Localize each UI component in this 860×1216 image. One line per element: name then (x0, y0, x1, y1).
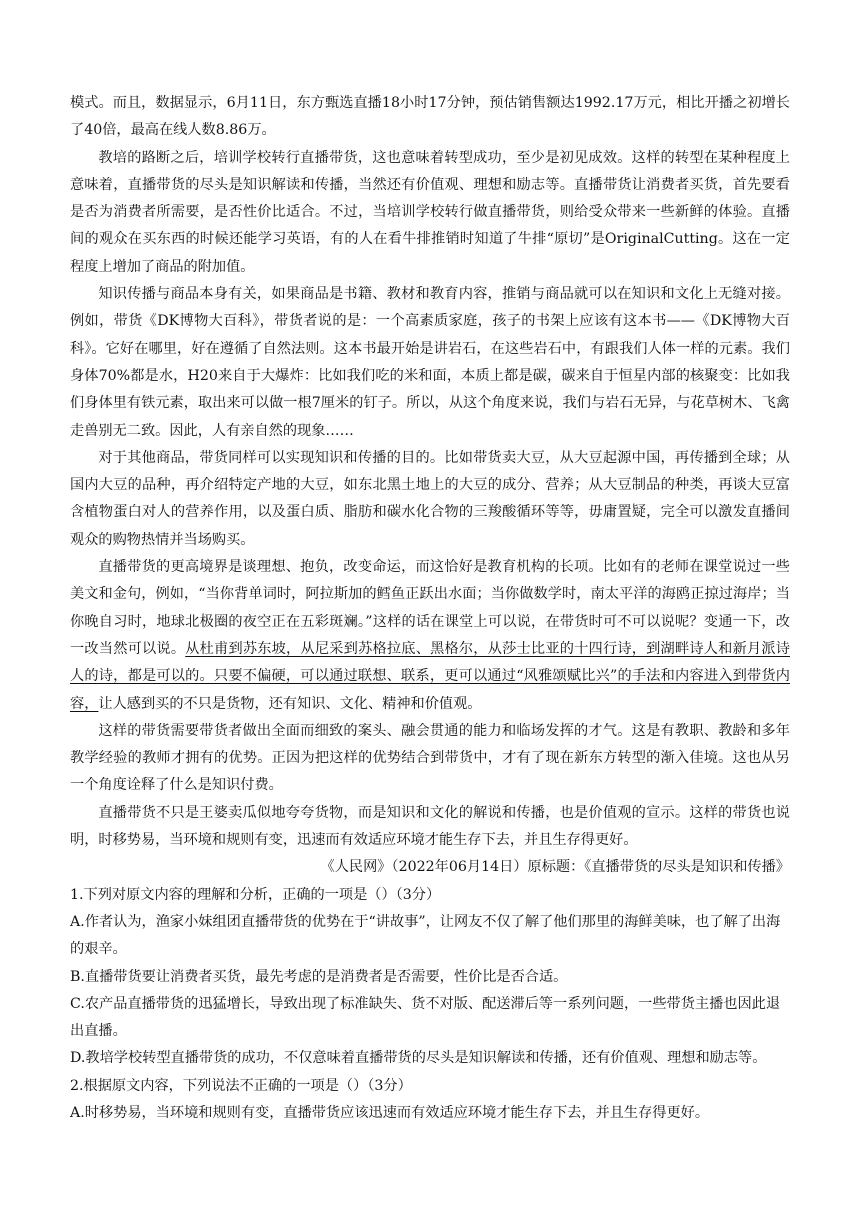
question-1-option-d: D.教培学校转型直播带货的成功，不仅意味着直播带货的尽头是知识解读和传播，还有价值观、理想和励志等。 (70, 1050, 767, 1067)
paragraph-1: 教培的路断之后，培训学校转行直播带货，这也意味着转型成功，至少是初见成效。这样的转型在某种程度上意味着，直播带货的尽头是知识解读和传播，当然还有价值观、理想和励志等。直播带货让消费者买货，首先要看是否为消费者所需要，是否性价比适合。不过，当培训学校转行做直播带货，则给受众带来一些新鲜的体验。直播间的观众在买东西的时候还能学习英语，有的人在看牛排推销时知道了牛排“原切”是OriginalCutting。这在一定程度上增加了商品的附加值。 (70, 149, 790, 275)
question-2: 2.根据原文内容，下列说法不正确的一项是（）（3分） (70, 1077, 412, 1094)
paragraph-5: 这样的带货需要带货者做出全面而细致的案头、融会贯通的能力和临场发挥的才气。这是有教职、教龄和多年教学经验的教师才拥有的优势。正因为把这样的优势结合到带货中，才有了现在新东方转型的渐入佳境。这也从另一个角度诠释了什么是知识付费。 (70, 722, 790, 794)
paragraph-2: 知识传播与商品本身有关，如果商品是书籍、教材和教育内容，推销与商品就可以在知识和文化上无缝对接。例如，带货《DK博物大百科》，带货者说的是：一个高素质家庭，孩子的书架上应该有这本书——《DK博物大百科》。它好在哪里，好在遵循了自然法则。这本书最开始是讲岩石，在这些岩石中，有跟我们人体一样的元素。我们身体70%都是水，H20来自于大爆炸：比如我们吃的米和面，本质上都是碳，碳来自于恒星内部的核聚变：比如我们身体里有铁元素，取出来可以做一根7厘米的钉子。所以，从这个角度来说，我们与岩石无异，与花草树木、飞禽走兽别无二致。因此，人有亲自然的现象…… (70, 286, 790, 439)
paragraph-3: 对于其他商品，带货同样可以实现知识和传播的目的。比如带货卖大豆，从大豆起源中国，再传播到全球；从国内大豆的品种，再介绍特定产地的大豆，如东北黑土地上的大豆的成分、营养；从大豆制品的种类，再谈大豆富含植物蛋白对人的营养作用，以及蛋白质、脂肪和碳水化合物的三羧酸循环等等，毋庸置疑，完全可以激发直播间观众的购物热情并当场购买。 (70, 449, 790, 548)
paragraph-4 (70, 554, 790, 718)
question-1-option-a: A.作者认为，渔家小妹组团直播带货的优势在于“讲故事”，让网友不仅了解了他们那里的海鲜美味，也了解了出海的艰辛。 (70, 913, 781, 958)
underlined-passage: 从杜甫到苏东坡，从尼采到苏格拉底、黑格尔，从莎士比亚的十四行诗，到湖畔诗人和新月派诗人的诗，都是可以的。只要不偏硬，可以通过联想、联系，更可以通过“风雅颂赋比兴”的手法和内容进入到带货内容， (70, 640, 790, 712)
source-line: 《人民网》（2022年06月14日）原标题：《直播带货的尽头是知识和传播》 (320, 859, 790, 876)
question-2-option-a: A.时移势易，当环境和规则有变，直播带货应该迅速而有效适应环境才能生存下去，并且生存得更好。 (70, 1104, 710, 1121)
question-1-option-c: C.农产品直播带货的迅猛增长，导致出现了标准缺失、货不对版、配送滞后等一系列问题，一些带货主播也因此退出直播。 (70, 995, 781, 1040)
paragraph-4-text-a: 直播带货的更高境界是谈理想、抱负，改变命运，而这恰好是教育机构的长项。比如有的老师在课堂说过一些美文和金句，例如，“当你背单词时，阿拉斯加的鳕鱼正跃出水面；当你做数学时，南太平洋的海鸥正掠过海岸；当你晚自习时，地球北极圈的夜空正在五彩斑斓。”这样的话在课堂上可以说，在带货时可不可以说呢？变通一下，改一改当然可以说。 (70, 559, 790, 657)
question-1-option-b: B.直播带货要让消费者买货，最先考虑的是消费者是否需要，性价比是否合适。 (70, 968, 568, 985)
paragraph-6: 直播带货不只是王婆卖瓜似地夸夸货物，而是知识和文化的解说和传播，也是价值观的宣示。这样的带货也说明，时移势易，当环境和规则有变，迅速而有效适应环境才能生存下去，并且生存得更好。 (70, 804, 790, 849)
paragraph-0: 模式。而且，数据显示，6月11日，东方甄选直播18小时17分钟，预估销售额达1992.17万元，相比开播之初增长了40倍，最高在线人数8.86万。 (70, 95, 790, 139)
question-1: 1.下列对原文内容的理解和分析，正确的一项是（）（3分） (70, 886, 441, 903)
paragraph-4-text-b: 让人感到买的不只是货物，还有知识、文化、精神和价值观。 (98, 695, 482, 712)
